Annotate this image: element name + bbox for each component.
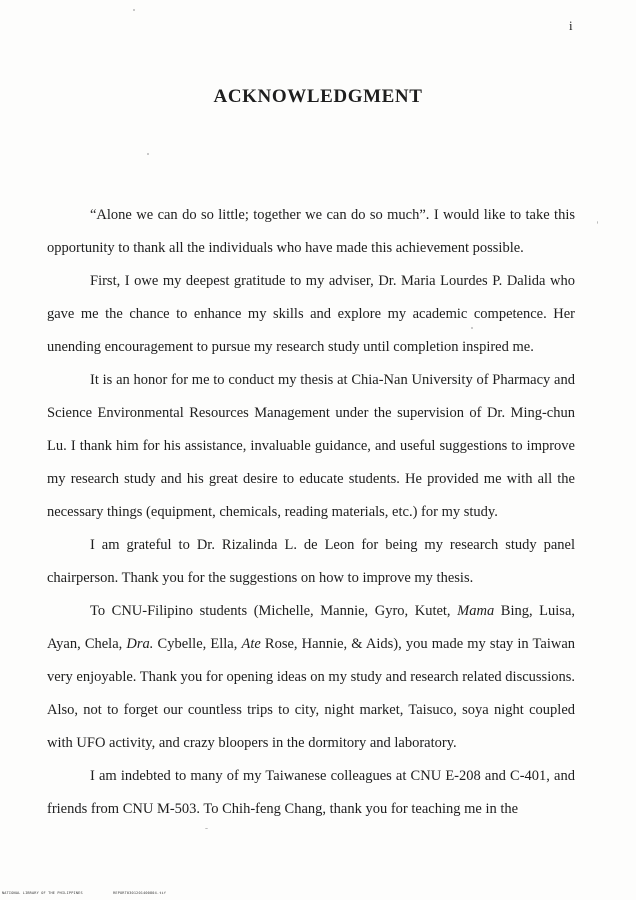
- text-segment: It is an honor for me to conduct my thesis at Chia-Nan University of Pharmacy and Science Environmental Resources Management under the supervision of Dr. Ming-chun Lu. I thank him for his assistance, invaluable guidance, and useful suggestions to improve my research study and his great desire to educate students. He provided me with all the necessary things (equipment, chemicals, reading materials, etc.) for my study.: [47, 372, 575, 520]
- page-title: ACKNOWLEDGMENT: [213, 86, 423, 107]
- scan-footer: [2, 891, 194, 895]
- page-number: i: [569, 18, 573, 33]
- paragraph: [47, 364, 575, 529]
- text-segment: I am grateful to Dr. Rizalinda L. de Leon for being my research study panel chairperson. Thank you for the suggestions on how to improve my thesis.: [47, 537, 575, 586]
- scan-speck: [133, 9, 135, 11]
- text-segment: To CNU-Filipino students (Michelle, Mannie, Gyro, Kutet,: [90, 603, 458, 619]
- scan-speck: [147, 153, 149, 155]
- paragraph: [47, 760, 575, 826]
- text-segment: First, I owe my deepest gratitude to my adviser, Dr. Maria Lourdes P. Dalida who gave me the chance to enhance my skills and explore my academic competence. Her unending encouragement to pursue my research study until completion inspired me.: [47, 273, 575, 355]
- text-segment: Bing, Luisa, Ayan, Chela,: [47, 603, 575, 652]
- text-segment: Cybelle, Ella,: [153, 636, 242, 652]
- text-segment: I am indebted to many of my Taiwanese colleagues at CNU E-208 and C-401, and friends from CNU M-503. To Chih-feng Chang, thank you for teaching me in the: [47, 768, 575, 817]
- paragraph: [47, 595, 575, 760]
- paragraph: [47, 265, 575, 364]
- paragraph: [47, 199, 575, 265]
- library-stamp: NATIONAL LIBRARY OF THE PHILIPPINES: [2, 891, 83, 895]
- scan-speck: [471, 327, 473, 329]
- text-segment: Rose, Hannie, & Aids), you made my stay in Taiwan very enjoyable. Thank you for opening ideas on my study and research related discussions. Also, not to forget our countless trips to city, night market, Taisuco, soya night coupled with UFO activity, and crazy bloopers in the dormitory and laboratory.: [47, 636, 576, 751]
- acknowledgment-body: [47, 199, 575, 826]
- scan-speck: [597, 221, 598, 224]
- italic-text: Ate: [241, 636, 261, 652]
- text-segment: “Alone we can do so little; together we can do so much”. I would like to take this opportunity to thank all the individuals who have made this achievement possible.: [47, 207, 575, 256]
- paragraph: [47, 529, 575, 595]
- italic-text: Mama: [457, 603, 495, 619]
- italic-text: Dra.: [126, 636, 154, 652]
- scan-speck: [205, 828, 208, 829]
- file-id: REPORT0301201400804.tif: [113, 891, 167, 895]
